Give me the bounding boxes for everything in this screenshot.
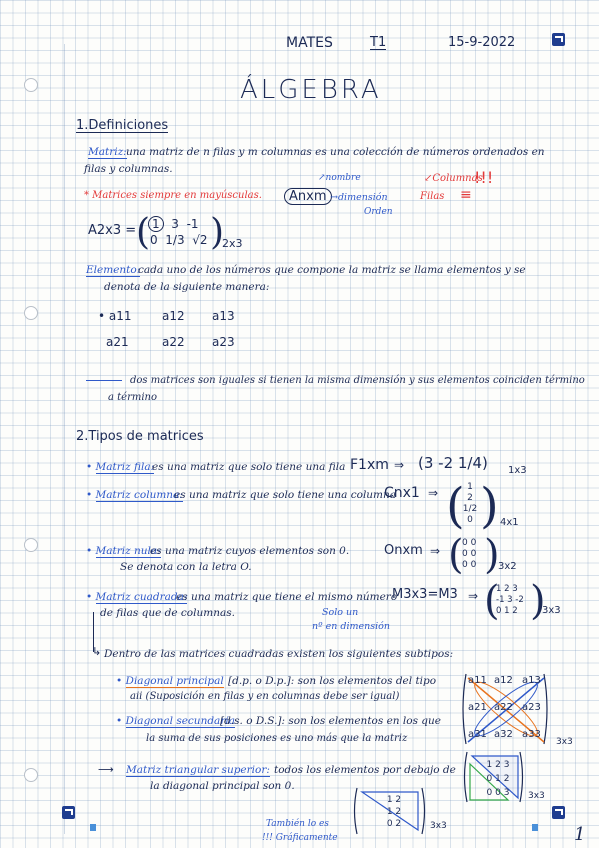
arrow-icon: ⇒ <box>430 544 441 558</box>
arrow-icon: ⟶ <box>98 763 114 776</box>
corner-tick-icon <box>532 824 538 831</box>
paren-open-icon: ( <box>446 478 465 534</box>
arrow-icon: ⇒ <box>428 486 439 500</box>
columna-values: 1 2 1/2 0 <box>462 482 478 525</box>
solo-un-2: nº en dimensión <box>312 621 390 632</box>
fila-ex: F1xm <box>350 457 389 473</box>
term-matriz: Matriz: <box>88 146 127 158</box>
filas-lines-icon: ≡ <box>460 187 472 203</box>
term-matriz-nula: • Matriz nula: <box>86 545 161 557</box>
def-ts-line1: todos los elementos por debajo de <box>274 764 456 776</box>
example-sub: 2x3 <box>222 237 243 250</box>
label-columnas: ↙Columnas <box>424 173 483 184</box>
def-matriz-line2: filas y columnas. <box>84 163 173 175</box>
def-cuadrada-line2: de filas que de columnas. <box>100 607 235 619</box>
element-a22: a22 <box>162 335 185 349</box>
ts-values: 1 2 3 0 1 2 0 0 3 <box>486 760 510 798</box>
paren-close-icon: ) <box>484 532 500 578</box>
fila-sub: 1x3 <box>508 465 527 476</box>
example-row1: 1 3 -1 <box>148 218 199 230</box>
note-mayusculas: * Matrices siempre en mayúsculas. <box>84 190 262 201</box>
cuadrada-sub: 3x3 <box>542 605 561 616</box>
def-matriz-line1: una matriz de n filas y m columnas es una colección de números ordenados en <box>126 146 545 158</box>
diag-a33: a33 <box>522 729 541 740</box>
margin-line <box>64 44 65 834</box>
def-ts-line2: la diagonal principal son 0. <box>150 780 295 792</box>
def-nula-line1: es una matriz cuyos elementos son 0. <box>150 545 350 557</box>
corner-marker-icon <box>62 806 75 819</box>
term-elemento: Elemento: <box>86 264 141 276</box>
section-heading: 2.Tipos de matrices <box>76 429 204 444</box>
nula-sub: 3x2 <box>498 561 517 572</box>
blank-underline <box>86 380 122 381</box>
ts-illustration <box>462 750 526 804</box>
anxm-orden: Orden <box>364 207 393 217</box>
page-number: 1 <box>574 824 586 845</box>
diag-a21: a21 <box>468 702 487 713</box>
exclaim: !!! <box>474 168 494 187</box>
term-diagonal-secundaria: • Diagonal secundaria <box>116 715 235 727</box>
corner-marker-icon <box>552 806 565 819</box>
paren-open-icon: ( <box>136 212 151 253</box>
page-title: ÁLGEBRA <box>240 75 382 105</box>
element-a21: a21 <box>106 335 129 349</box>
binder-hole <box>24 538 38 552</box>
cuadrada-ex: M3x3=M3 <box>392 587 458 602</box>
paren-close-icon: ) <box>530 578 546 624</box>
diagonal-illustration <box>460 672 550 746</box>
element-a12: a12 <box>162 309 185 323</box>
term-matriz-fila: • Matriz fila: <box>86 461 155 473</box>
diag-a22: a22 <box>494 702 513 713</box>
term-triangular-superior: Matriz triangular superior: <box>126 764 270 776</box>
example-lhs: A2x3 = <box>88 223 137 238</box>
binder-hole <box>24 78 38 92</box>
example-row2: 0 1/3 √2 <box>150 233 208 247</box>
paren-open-icon: ( <box>448 532 464 578</box>
def-dp-line2: aii (Suposición en filas y en columnas debe ser igual) <box>130 691 400 702</box>
def-elemento-line1: cada uno de los números que compone la matriz se llama elementos y se <box>138 264 526 276</box>
cuadrada-values: 1 2 3 -1 3 -2 0 1 2 <box>496 584 524 616</box>
def-ds-line2: la suma de sus posiciones es uno más que la matriz <box>146 733 408 744</box>
diag-a31: a31 <box>468 729 487 740</box>
diag-sub: 3x3 <box>556 737 573 747</box>
arrow-icon: ⇒ <box>468 589 479 603</box>
label-filas: Filas <box>420 191 445 202</box>
def-fila: es una matriz que solo tiene una fila <box>152 461 346 473</box>
diag-a12: a12 <box>494 675 513 686</box>
term-matriz-columna: • Matriz columna: <box>86 489 183 501</box>
element-a23: a23 <box>212 335 235 349</box>
binder-hole <box>24 306 38 320</box>
def-nula-line2: Se denota con la letra O. <box>120 561 252 573</box>
arrow-icon: ↳ <box>92 645 102 658</box>
corner-marker-icon <box>552 33 565 46</box>
ts2-sub: 3x3 <box>430 821 447 831</box>
header-date: 15-9-2022 <box>448 35 516 50</box>
def-cuadrada-line1: es una matriz que tiene el mismo número <box>176 591 398 603</box>
section-heading: 1.Definiciones <box>76 118 169 133</box>
ts2-values: 1 2 1 2 0 2 <box>386 795 402 829</box>
def-dp-line1: [d.p. o D.p.]: son los elementos del tipo <box>228 675 437 687</box>
anxm-nombre: ↗nombre <box>318 173 361 183</box>
nula-ex: Onxm <box>384 543 423 558</box>
ts-sub: 3x3 <box>528 791 545 801</box>
anxm-label: Anxm <box>284 188 332 205</box>
tambien-text: También lo es <box>266 819 329 829</box>
anxm-dimension: →dimensión <box>330 192 388 203</box>
paren-close-icon: ) <box>210 212 225 253</box>
header-topic: T1 <box>370 35 387 50</box>
element-a13: a13 <box>212 309 235 323</box>
diag-a32: a32 <box>494 729 513 740</box>
paren-open-icon: ( <box>484 578 500 624</box>
diag-a11: a11 <box>468 675 487 686</box>
binder-hole <box>24 768 38 782</box>
header-subject: MATES <box>286 35 333 51</box>
diag-a23: a23 <box>522 702 541 713</box>
tambien-text-2: !!! Gráficamente <box>262 833 338 843</box>
dentro-text: Dentro de las matrices cuadradas existen los siguientes subtipos: <box>104 648 454 660</box>
solo-un: Solo un <box>322 607 359 618</box>
ts2-illustration <box>352 786 428 836</box>
def-columna: es una matriz que solo tiene una columna <box>174 489 397 501</box>
diag-a13: a13 <box>522 675 541 686</box>
nula-values: 0 0 0 0 0 0 <box>462 538 477 570</box>
paren-close-icon: ) <box>480 478 499 534</box>
term-matriz-cuadrada: • Matriz cuadrada: <box>86 591 188 603</box>
iguales-line2: a término <box>108 392 157 403</box>
corner-tick-icon <box>90 824 96 831</box>
arrow-icon: ⇒ <box>394 458 405 472</box>
fila-vec: (3 -2 1/4) <box>418 454 488 472</box>
element-a11: • a11 <box>98 309 132 323</box>
term-diagonal-principal: • Diagonal principal <box>116 675 224 687</box>
columna-ex: Cnx1 <box>384 485 420 501</box>
iguales-line1: dos matrices son iguales si tienen la misma dimensión y sus elementos coinciden término <box>130 375 585 386</box>
columna-sub: 4x1 <box>500 517 519 528</box>
def-ds-line1: [d.s. o D.S.]: son los elementos en los que <box>220 715 442 727</box>
def-elemento-line2: denota de la siguiente manera: <box>104 281 270 293</box>
